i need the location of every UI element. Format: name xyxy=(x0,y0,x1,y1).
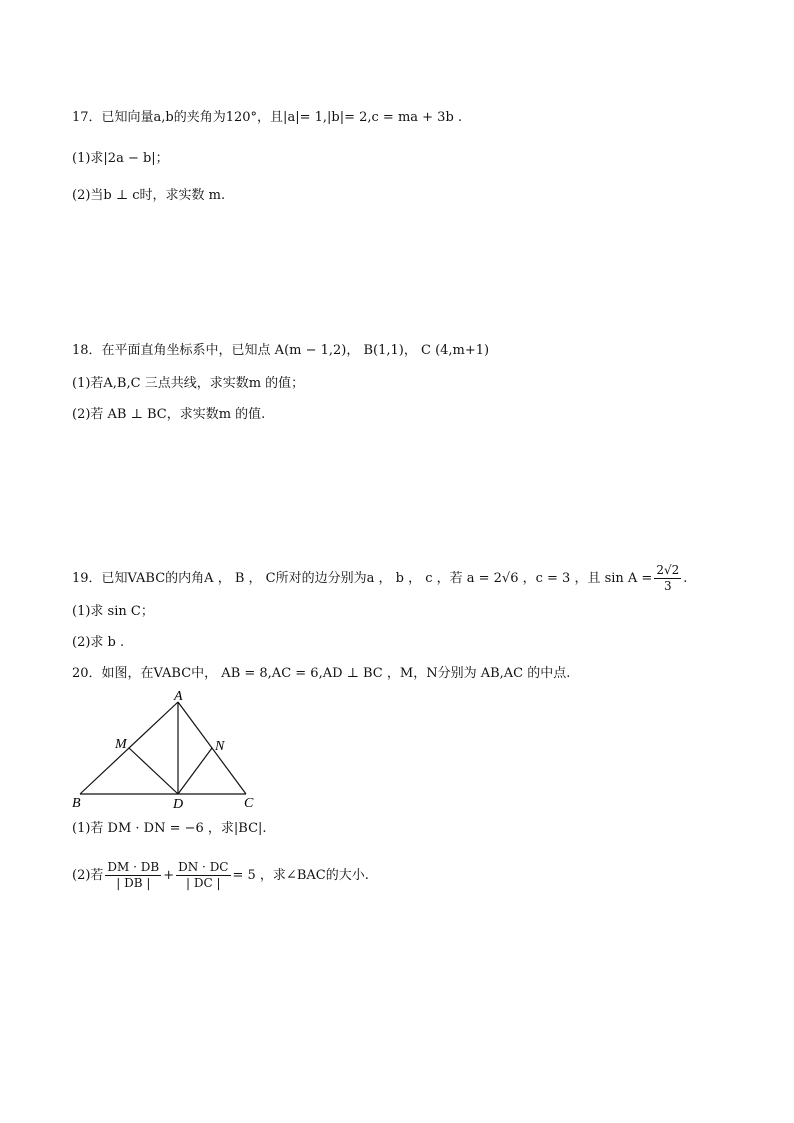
q17-part1: (1)求|2a − b|； xyxy=(72,151,169,166)
q20-plus: + xyxy=(163,868,175,883)
q20-part2-suffix: = 5 ，求∠BAC的大小. xyxy=(232,868,369,883)
q18-part1: (1)若A,B,C 三点共线，求实数m 的值； xyxy=(72,376,305,391)
q20-frac2-numerator: DN · DC xyxy=(178,860,229,874)
q19-sinA-fraction xyxy=(654,563,681,594)
q19-frac-numerator: 2√2 xyxy=(656,563,680,577)
label-M: M xyxy=(115,737,127,752)
q20-part2 xyxy=(72,860,369,891)
q20-part2-prefix: (2)若 xyxy=(72,868,104,883)
label-C: C xyxy=(244,796,254,810)
label-N: N xyxy=(215,739,225,754)
q20-part1: (1)若 DM · DN = −6 ，求|BC|. xyxy=(72,821,267,836)
q20-fraction-1 xyxy=(105,860,161,891)
q20-frac1-numerator: DM · DB xyxy=(107,860,160,874)
q20-frac2-denominator: | DC | xyxy=(186,876,221,890)
segment-DM xyxy=(129,748,178,794)
q19-frac-denominator: 3 xyxy=(663,579,672,593)
q19-part1: (1)求 sin C； xyxy=(72,604,154,619)
q19-part2: (2)求 b . xyxy=(72,635,125,650)
q18-part2: (2)若 AB ⊥ BC，求实数m 的值. xyxy=(72,407,266,422)
q20-frac1-denominator: | DB | xyxy=(116,876,151,890)
q20-stem: 20．如图，在VABC中， AB = 8,AC = 6,AD ⊥ BC ，M，N分别为 AB,AC 的中点. xyxy=(72,666,571,681)
label-A: A xyxy=(174,690,183,704)
q19-stem-text: 19．已知VABC的内角A ， B ， C所对的边分别为a ， b ， c ，若 a = 2√6 ，c = 3 ，且 sin A = xyxy=(72,571,653,586)
segment-DN xyxy=(178,748,212,794)
q18-stem: 18．在平面直角坐标系中，已知点 A(m − 1,2)， B(1,1)， C (4,m+1) xyxy=(72,343,490,358)
q19-stem-end: . xyxy=(683,571,688,586)
triangle-figure xyxy=(70,690,270,810)
label-D: D xyxy=(173,797,184,810)
label-B: B xyxy=(72,796,81,810)
q20-fraction-2 xyxy=(176,860,230,891)
q17-stem: 17．已知向量a,b的夹角为120°，且|a|= 1,|b|= 2,c = ma + 3b . xyxy=(72,110,463,125)
q17-part2: (2)当b ⊥ c时，求实数 m. xyxy=(72,188,226,203)
q19-stem xyxy=(72,563,687,594)
